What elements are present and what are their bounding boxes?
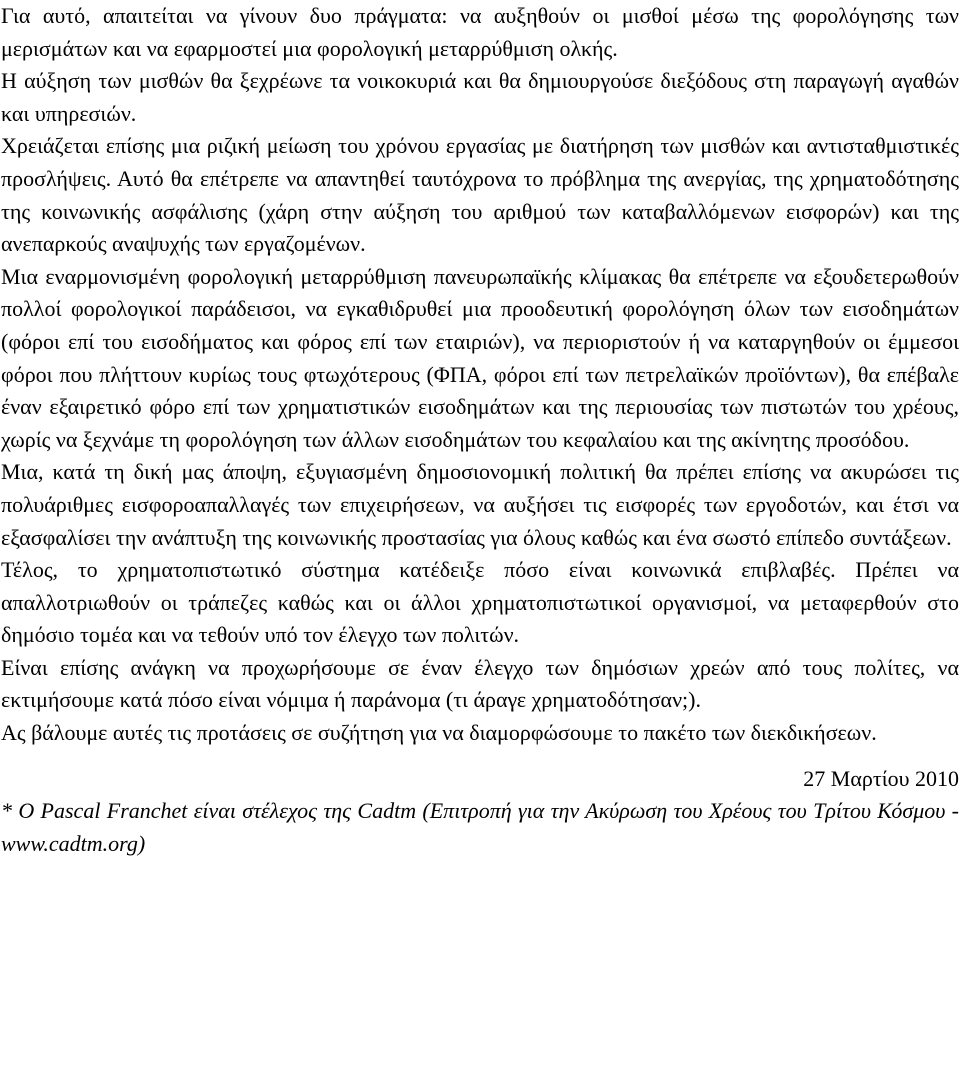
paragraph-1: Για αυτό, απαιτείται να γίνουν δυο πράγματα: να αυξηθούν οι μισθοί μέσω της φορολόγησης των μερισμάτων και να εφαρμοστεί μια φορολογική μεταρρύθμιση ολκής. bbox=[1, 3, 959, 61]
document-date: 27 Μαρτίου 2010 bbox=[803, 765, 959, 791]
paragraph-3: Χρειάζεται επίσης μια ριζική μείωση του χρόνου εργασίας με διατήρηση των μισθών και αντισταθμιστικές προσλήψεις. Αυτό θα επέτρεπε να απαντηθεί ταυτόχρονα το πρόβλημα της ανεργίας, της χρηματοδότησης της κοινωνικής ασφάλισης (χάρη στην αύξηση του αριθμού των καταβαλλόμενων εισφορών) και της ανεπαρκούς αναψυχής των εργαζομένων. bbox=[1, 133, 959, 257]
paragraph-7: Είναι επίσης ανάγκη να προχωρήσουμε σε έναν έλεγχο των δημόσιων χρεών από τους πολίτες, να εκτιμήσουμε κατά πόσο είναι νόμιμα ή παράνομα (τι άραγε χρηματοδότησαν;). bbox=[1, 654, 959, 713]
paragraph-2: Η αύξηση των μισθών θα ξεχρέωνε τα νοικοκυριά και θα δημιουργούσε διεξόδους στη παραγωγή αγαθών και υπηρεσιών. bbox=[1, 68, 959, 126]
paragraph-6: Τέλος, το χρηματοπιστωτικό σύστημα κατέδειξε πόσο είναι κοινωνικά επιβλαβές. Πρέπει να απαλλοτριωθούν οι τράπεζες καθώς και οι άλλοι χρηματοπιστωτικοί οργανισμοί, να μεταφερθούν στο δημόσιο τομέα και να τεθούν υπό τον έλεγχο των πολιτών. bbox=[1, 557, 959, 648]
paragraph-5: Μια, κατά τη δική μας άποψη, εξυγιασμένη δημοσιονομική πολιτική θα πρέπει επίσης να ακυρώσει τις πολυάριθμες εισφοροαπαλλαγές των επιχειρήσεων, να αυξήσει τις εισφορές των εργοδοτών, και έτσι να εξασφαλίσει την ανάπτυξη της κοινωνικής προστασίας για όλους καθώς και ένα σωστό επίπεδο συντάξεων. bbox=[1, 459, 959, 550]
author-footnote: * Ο Pascal Franchet είναι στέλεχος της Cadtm (Επιτροπή για την Ακύρωση του Χρέους του Τρίτου Κόσμου - www.cadtm.org) bbox=[1, 798, 959, 856]
paragraph-8: Ας βάλουμε αυτές τις προτάσεις σε συζήτηση για να διαμορφώσουμε το πακέτο των διεκδικήσεων. bbox=[1, 720, 877, 746]
paragraph-4: Μια εναρμονισμένη φορολογική μεταρρύθμιση πανευρωπαϊκής κλίμακας θα επέτρεπε να εξουδετερωθούν πολλοί φορολογικοί παράδεισοι, να εγκαθιδρυθεί μια προοδευτική φορολόγηση όλων των εισοδημάτων (φόροι επί του εισοδήματος και φόρος επί των εταιριών), να περιοριστούν ή να καταργηθούν οι έμμεσοι φόροι που πλήττουν κυρίως τους φτωχότερους (ΦΠΑ, φόροι επί των πετρελαϊκών προϊόντων), θα επέβαλε έναν εξαιρετικό φόρο επί των χρηματιστικών εισοδημάτων και της περιουσίας των πιστωτών του χρέους, χωρίς να ξεχνάμε τη φορολόγηση των άλλων εισοδημάτων του κεφαλαίου και της ακίνητης προσόδου. bbox=[1, 263, 959, 452]
